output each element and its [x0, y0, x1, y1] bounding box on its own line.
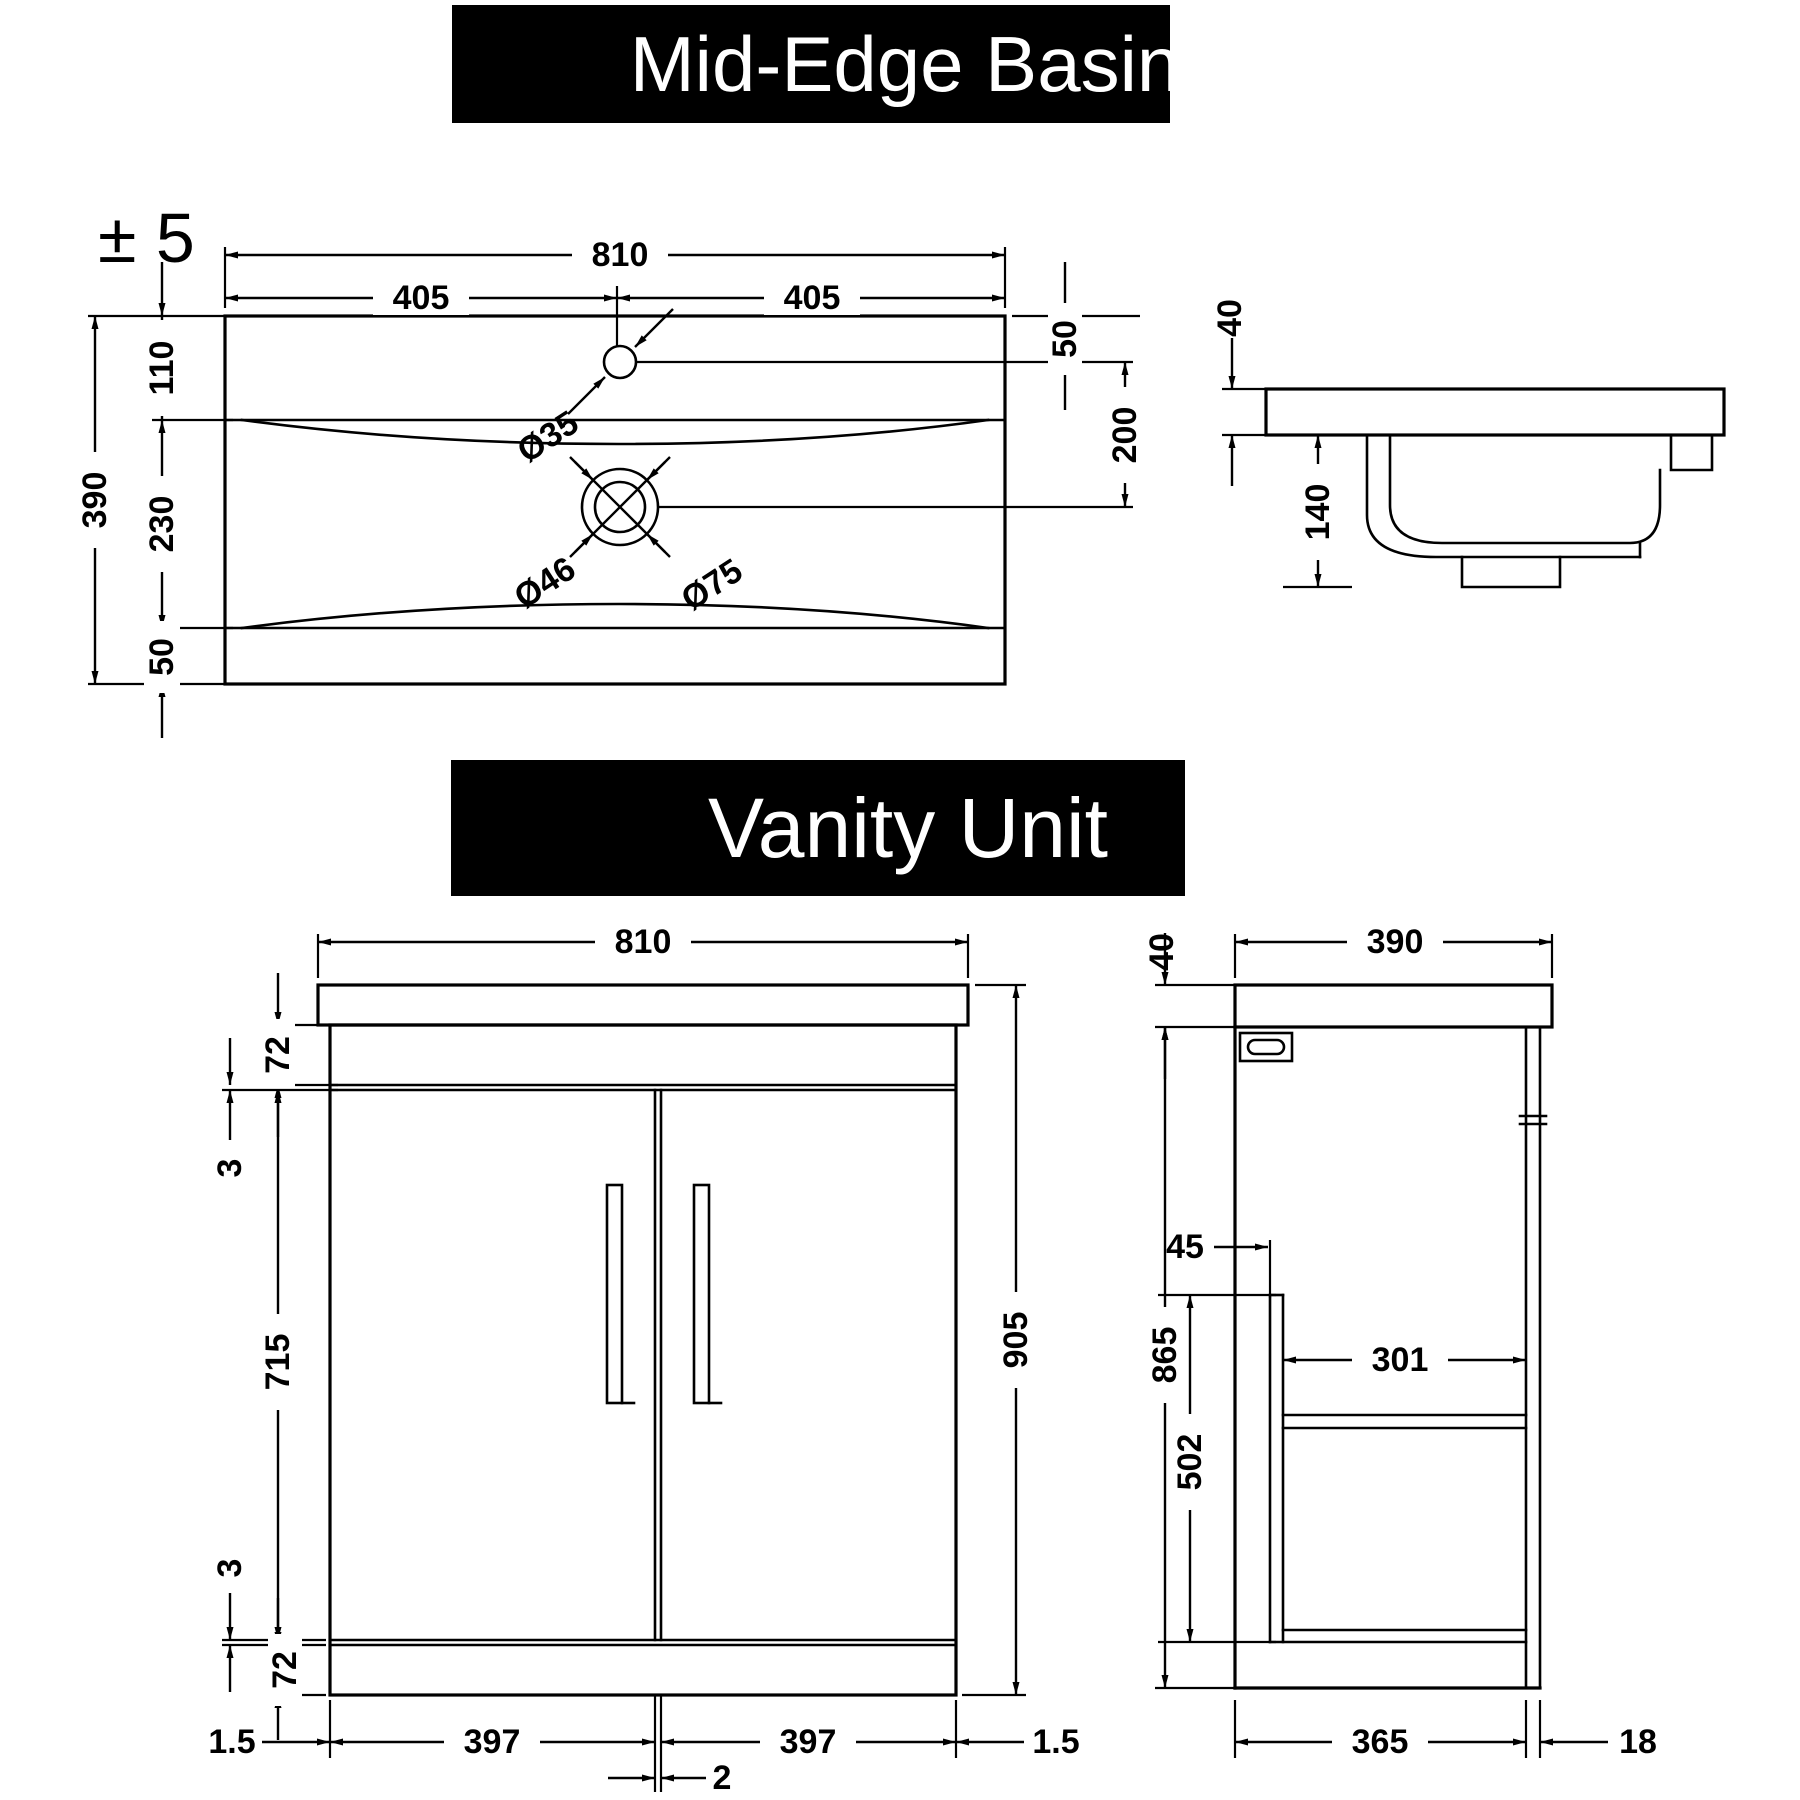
- basin-depth-dim: 390: [76, 471, 114, 529]
- shelf-back-height-dim: 502: [1171, 1433, 1209, 1491]
- leg-thickness-dim: 18: [1619, 1723, 1657, 1761]
- basin-rim-thickness-dim: 40: [1211, 299, 1249, 337]
- basin-front-curve: [242, 420, 988, 444]
- vanity-door-height-dim: 715: [259, 1333, 297, 1391]
- vanity-height-dim: 905: [997, 1311, 1035, 1369]
- shelf-depth-dim: 301: [1371, 1341, 1429, 1379]
- basin-seg-bottom-dim: 50: [143, 638, 181, 676]
- basin-side-front-lip: [1671, 435, 1712, 470]
- tolerance-note: ± 5: [98, 199, 195, 277]
- vanity-worktop: [318, 985, 968, 1025]
- basin-half-right-dim: 405: [783, 279, 841, 317]
- waste-trap: [1462, 557, 1560, 587]
- vanity-side-view: [1235, 985, 1552, 1688]
- tap-leader-lower: [568, 377, 605, 414]
- carcass-height-dim: 865: [1146, 1326, 1184, 1384]
- bowl-outer-wall: [1367, 435, 1640, 557]
- vanity-side-gap-left-dim: 1.5: [208, 1723, 256, 1761]
- svg-text:Ø75: Ø75: [674, 551, 750, 619]
- basin-title-bar: [452, 5, 1180, 123]
- vanity-side-gap-right-dim: 1.5: [1032, 1723, 1080, 1761]
- vanity-side-dimensions: [1143, 923, 1657, 1761]
- vanity-bottom-gap-dim: 3: [211, 1558, 249, 1578]
- basin-width-dim: 810: [591, 236, 649, 274]
- basin-front-dimensions: [75, 236, 1144, 738]
- vanity-width-dim: 810: [614, 923, 672, 961]
- worktop-depth-dim: 390: [1366, 923, 1424, 961]
- basin-seg-top-dim: 110: [143, 340, 181, 396]
- waste-arrow-ne: [647, 462, 665, 480]
- door-handle-left: [607, 1185, 622, 1403]
- waste-arrow-sw: [575, 534, 593, 552]
- basin-front-view: [225, 309, 1133, 684]
- basin-back-curve: [242, 604, 988, 628]
- basin-bowl-depth-dim: 140: [1299, 483, 1337, 541]
- door-handle-right: [694, 1185, 709, 1403]
- vanity-side-worktop: [1235, 985, 1552, 1027]
- vanity-carcass: [330, 1025, 956, 1695]
- basin-tap-offset-dim: 50: [1046, 320, 1084, 358]
- vanity-plinth-dim: 72: [266, 1651, 304, 1689]
- vanity-front-dimensions: [208, 923, 1079, 1797]
- waste-arrow-se: [647, 534, 665, 552]
- vanity-title-bar: [451, 760, 1185, 896]
- overflow-slot: [1248, 1040, 1284, 1054]
- vanity-door-width-right-dim: 397: [779, 1723, 837, 1761]
- waste-arrow-nw: [575, 462, 593, 480]
- waste-outer-dia-label: [675, 552, 750, 619]
- basin-tap-waste-dim: 200: [1106, 406, 1144, 464]
- bowl-inner-wall: [1390, 435, 1660, 543]
- basin-half-left-dim: 405: [392, 279, 450, 317]
- basin-side-rim: [1266, 389, 1724, 435]
- vanity-top-rail-dim: 72: [259, 1036, 297, 1074]
- vanity-title: Vanity Unit: [708, 781, 1108, 875]
- svg-text:Ø35: Ø35: [510, 403, 586, 471]
- base-depth-dim: 365: [1351, 1723, 1409, 1761]
- tap-hole: [604, 346, 636, 378]
- basin-side-view: [1211, 299, 1724, 587]
- svg-text:Ø46: Ø46: [507, 549, 583, 617]
- basin-seg-mid-dim: 230: [143, 495, 181, 553]
- vanity-top-gap-dim: 3: [211, 1158, 249, 1178]
- basin-title: Mid-Edge Basin: [629, 20, 1181, 108]
- shelf-setback-dim: 45: [1166, 1228, 1204, 1266]
- vanity-front-view: [318, 985, 968, 1695]
- vanity-center-gap-dim: 2: [712, 1759, 732, 1797]
- worktop-thickness-dim: 40: [1143, 933, 1181, 971]
- vanity-door-width-left-dim: 397: [463, 1723, 521, 1761]
